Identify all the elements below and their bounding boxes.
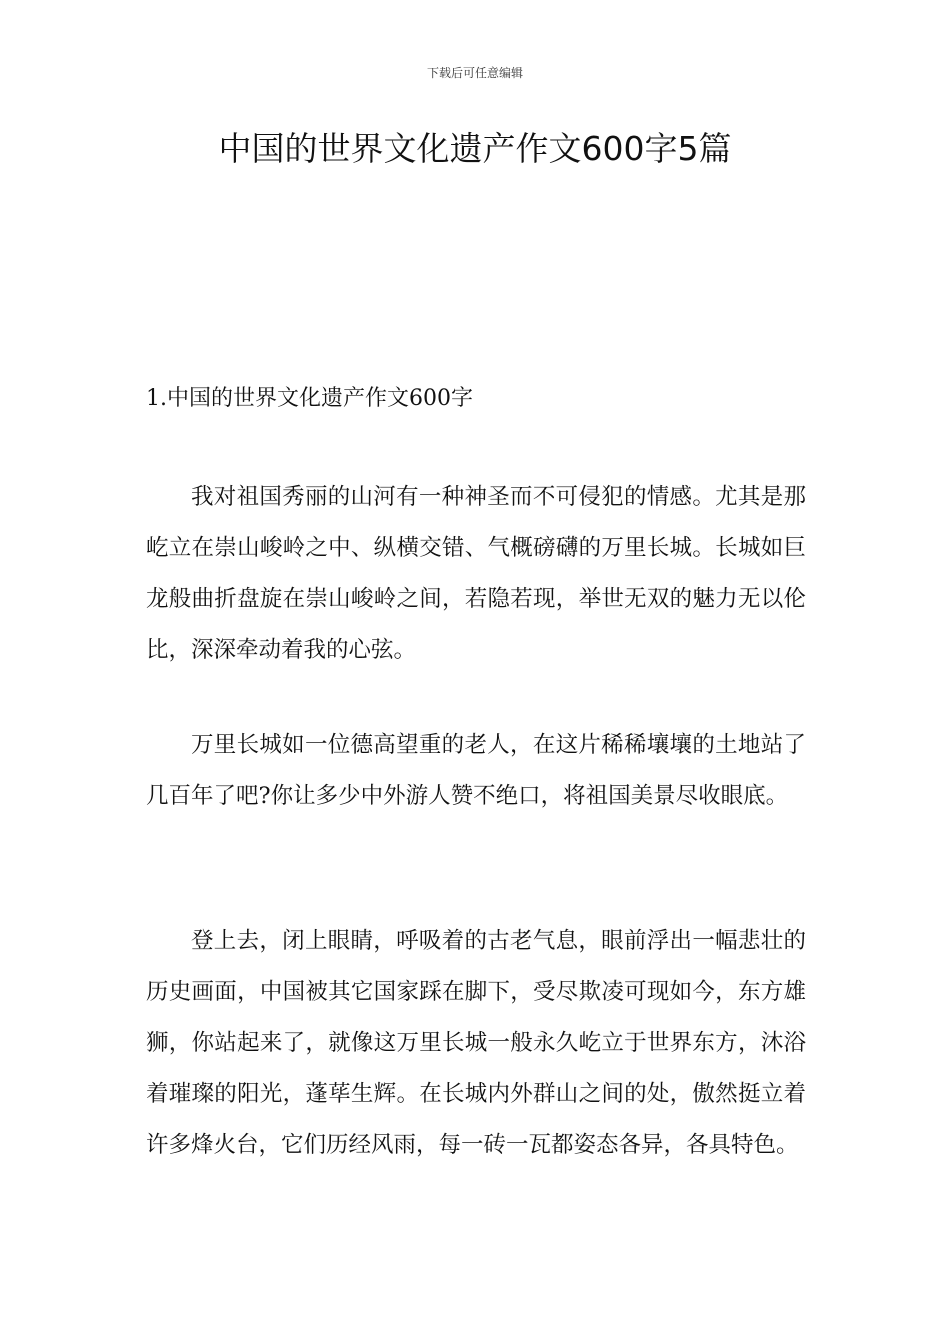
document-title: 中国的世界文化遗产作文600字5篇 — [218, 129, 732, 168]
header-note: 下载后可任意编辑 — [426, 66, 523, 80]
paragraph-2: 万里长城如一位德高望重的老人，在这片稀稀壤壤的土地站了几百年了吧?你让多少中外游人赞不绝口，将祖国美景尽收眼底。 — [146, 732, 806, 809]
paragraph-3: 登上去，闭上眼睛，呼吸着的古老气息，眼前浮出一幅悲壮的历史画面，中国被其它国家踩在脚下，受尽欺凌可现如今，东方雄狮，你站起来了，就像这万里长城一般永久屹立于世界东方，沐浴着璀璨的阳光，蓬荜生辉。在长城内外群山之间的处，傲然挺立着许多烽火台，它们历经风雨，每一砖一瓦都姿态各异，各具特色。 — [146, 928, 806, 1158]
section-heading: 1.中国的世界文化遗产作文600字 — [146, 386, 473, 411]
paragraph-1: 我对祖国秀丽的山河有一种神圣而不可侵犯的情感。尤其是那屹立在崇山峻岭之中、纵横交错、气概磅礴的万里长城。长城如巨龙般曲折盘旋在崇山峻岭之间，若隐若现，举世无双的魅力无以伦比，深深牵动着我的心弦。 — [146, 484, 806, 663]
